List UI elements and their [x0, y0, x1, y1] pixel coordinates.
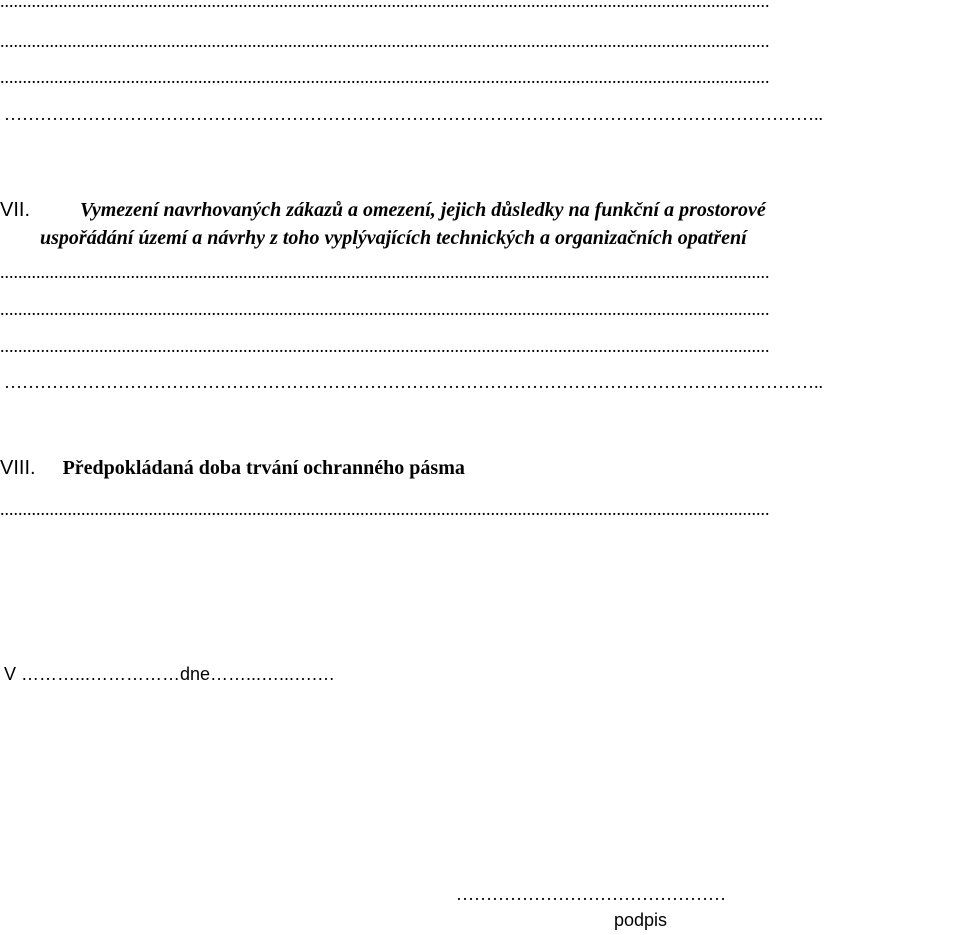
section7-title-line2: uspořádání území a návrhy z toho vyplývajících technických a organizačních opatření — [40, 227, 747, 249]
section7-title-line1: Vymezení navrhovaných zákazů a omezení, jejich důsledky na funkční a prostorové — [80, 199, 766, 221]
dot-line-0: ........................................................................................................................................................................... — [0, 0, 770, 10]
section7-number: VII. — [0, 199, 31, 221]
dot-line-2: ........................................................................................................................................................................... — [0, 68, 770, 86]
signature-line: ……………………………………… — [456, 884, 726, 904]
section8-title: Předpokládaná doba trvání ochranného pásma — [62, 457, 465, 479]
section8-heading — [0, 455, 465, 481]
s7-dot-line-1: ........................................................................................................................................................................... — [0, 300, 770, 318]
section8-number: VIII. — [0, 457, 36, 479]
dot-line-1: ........................................................................................................................................................................... — [0, 32, 770, 50]
s7-dot-line-3: ……………………………………………………………………………………………………………………….. — [4, 373, 823, 391]
dot-line-3: ……………………………………………………………………………………………………………………….. — [4, 105, 823, 123]
s8-dot-line: ........................................................................................................................................................................... — [0, 500, 770, 518]
place-date-line: V ………...……………dne……...…...….… — [4, 664, 336, 684]
signature-label: podpis — [614, 910, 668, 930]
s7-dot-line-2: ........................................................................................................................................................................... — [0, 337, 770, 355]
section7-heading — [0, 196, 960, 252]
s7-dot-line-0: ........................................................................................................................................................................... — [0, 263, 770, 281]
